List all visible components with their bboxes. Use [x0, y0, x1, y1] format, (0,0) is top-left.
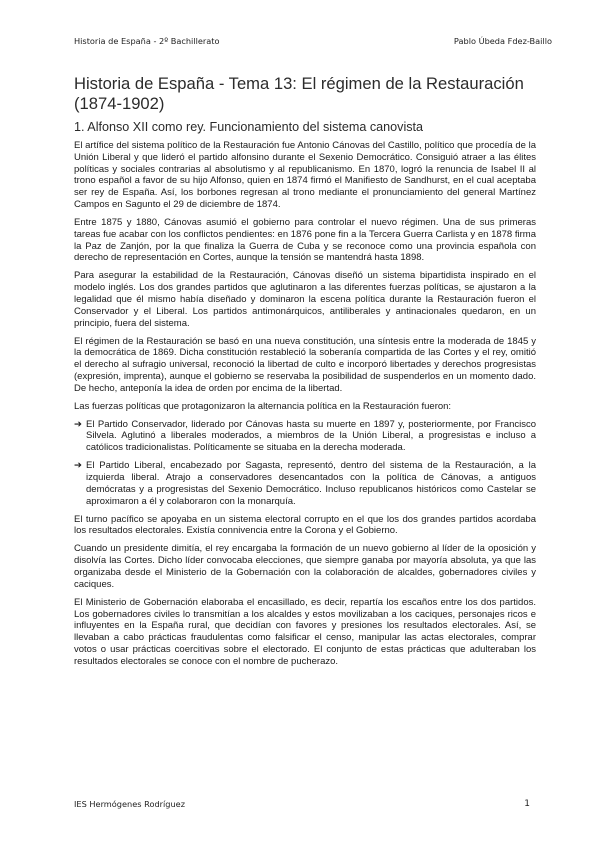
paragraph: El turno pacífico se apoyaba en un sistema electoral corrupto en el que los dos grandes partidos acordaba los resultados electorales. Existía connivencia entre la Corona y el Gobierno. — [74, 513, 536, 537]
paragraph: Cuando un presidente dimitía, el rey encargaba la formación de un nuevo gobierno al líder de la oposición y disolvía las Cortes. Dicho líder convocaba elecciones, que siempre ganaba por mayoría absoluta, ya que las organizaba desde el Ministerio de la Gobernación con la colaboración de alcaldes, gobernadores civiles y caciques. — [74, 543, 536, 590]
header-course: Historia de España - 2º Bachillerato — [74, 36, 220, 46]
page-footer — [74, 799, 530, 811]
footer-school: IES Hermógenes Rodríguez — [74, 799, 186, 809]
list-item-text: El Partido Liberal, encabezado por Sagasta, representó, dentro del sistema de la Restauración, a la izquierda liberal. Atrajo a conservadores desencantados con la política de Cánovas, a antiguos demócratas y a progresistas del Sexenio Democrático. Incluso republicanos históricos como Castelar se aproximaron a él y colaboraron con la monarquía. — [86, 460, 536, 507]
list-item-text: El Partido Conservador, liderado por Cánovas hasta su muerte en 1897 y, posteriormente, por Francisco Silvela. Aglutinó a liberales moderados, a miembros de la Unión Liberal, a progresistas e incluso a católicos tradicionalistas. Políticamente se situaba en la derecha moderada. — [86, 418, 536, 454]
list-item — [74, 419, 536, 454]
paragraph: Las fuerzas políticas que protagonizaron la alternancia política en la Restauración fueron: — [74, 400, 452, 412]
list-item — [74, 460, 536, 507]
paragraph: Entre 1875 y 1880, Cánovas asumió el gobierno para controlar el nuevo régimen. Una de sus primeras tareas fue acabar con los conflictos pendientes: en 1876 pone fin a la Tercera Guerra Carlista y en 1878 firma la Paz de Zanjón, por la que finaliza la Guerra de Cuba y se reconoce como una provincia española con derecho de representación en Cortes, aunque la tensión se mantendrá hasta 1898. — [74, 216, 536, 264]
arrow-bullet-icon: ➔ — [74, 418, 82, 430]
arrow-bullet-icon: ➔ — [74, 460, 82, 472]
paragraph: El artífice del sistema político de la Restauración fue Antonio Cánovas del Castillo, político que procedía de la Unión Liberal y que lideró el partido alfonsino durante el Sexenio Democrático. Consiguió atraer a las élites políticas y sociales contrarias al absolutismo y al republicanismo. En 1870, logró la renuncia de Isabel II al trono español a favor de su hijo Alfonso, quien en 1874 firmó el Manifiesto de Sandhurst, en el cual aceptaba ser rey de España. Así, los borbones regresan al trono mediante el pronunciamiento del general Martínez Campos en Sagunto el 29 de diciembre de 1874. — [74, 140, 536, 210]
paragraph: El régimen de la Restauración se basó en una nueva constitución, una síntesis entre la moderada de 1845 y la democrática de 1869. Dicha constitución restableció la soberanía compartida de las Cortes y el rey, omitió el derecho al sufragio universal, reconoció la libertad de culto e incorporó libertades y derechos progresistas (expresión, imprenta), aunque el gobierno se reservaba la posibilidad de suspenderlos en un momento dado. De hecho, anteponía la idea de orden por encima de la libertad. — [74, 335, 536, 394]
paragraph: Para asegurar la estabilidad de la Restauración, Cánovas diseñó un sistema bipartidista inspirado en el modelo inglés. Los dos grandes partidos que aglutinaron a las diferentes fuerzas políticas, se ajustaron a la legalidad que él mismo había diseñado y dominaron la escena política durante la Restauración fueron el Conservador y el Liberal. Los partidos antimonárquicos, antiliberales y antinacionales quedaron, en un principio, fuera del sistema. — [74, 270, 536, 329]
page-header — [74, 36, 552, 48]
document-body — [74, 140, 536, 674]
party-list — [74, 419, 536, 508]
page-number: 1 — [524, 799, 530, 809]
section-heading: 1. Alfonso XII como rey. Funcionamiento del sistema canovista — [74, 120, 424, 134]
paragraph: El Ministerio de Gobernación elaboraba el encasillado, es decir, repartía los escaños entre los dos partidos. Los gobernadores civiles lo transmitían a los alcaldes y estos movilizaban a los caciques, personajes ricos e influyentes en la España rural, que decidían con favores y presiones los resultados electorales. Así, se llevaban a cabo prácticas fraudulentas como falsificar el censo, manipular las actas electorales, comprar votos o usar prácticas coercitivas sobre el electorado. El conjunto de estas prácticas que adulteraban los resultados electorales se conoce con el nombre de pucherazo. — [74, 596, 536, 667]
document-title: Historia de España - Tema 13: El régimen de la Restauración (1874-1902) — [74, 74, 524, 113]
header-author: Pablo Úbeda Fdez-Baillo — [453, 36, 552, 46]
